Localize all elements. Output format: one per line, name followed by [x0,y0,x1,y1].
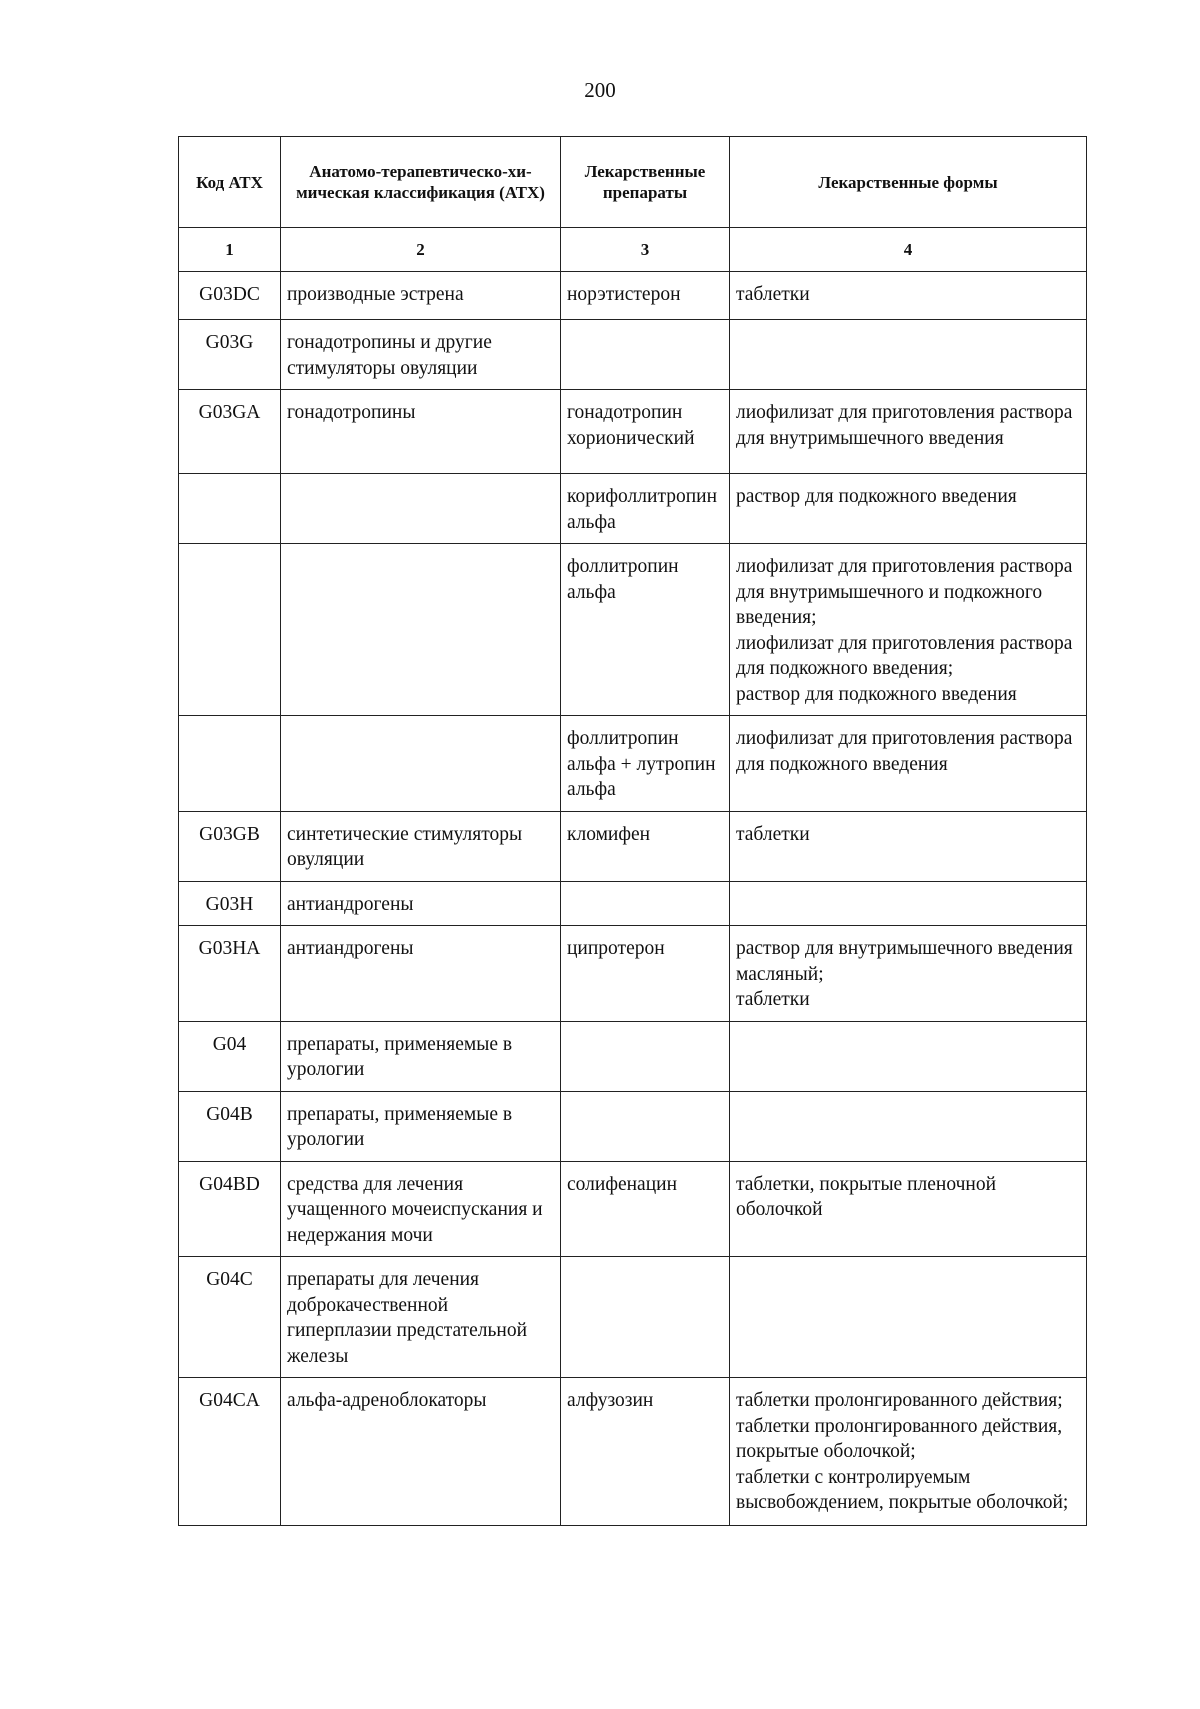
table-row [179,1257,1087,1378]
atx-code-cell: G03H [179,881,281,926]
dosage-forms-cell [730,1257,1087,1378]
atx-class-cell: синтетические стимуляторы овуляции [281,811,561,881]
table-header-row [179,137,1087,228]
dosage-forms-cell [730,320,1087,390]
drug-cell: алфузозин [561,1378,730,1526]
table-row [179,390,1087,474]
table-row [179,544,1087,716]
dosage-form-item: раствор для подкожного введения [736,683,1017,705]
drug-cell [561,1021,730,1091]
dosage-form-item: раствор для подкожного введения [736,486,1017,507]
page-number: 200 [584,78,616,102]
table-row [179,881,1087,926]
drug-cell: фоллитропин альфа [561,544,730,716]
drug-cell: фоллитропин альфа + лутропин альфа [561,716,730,812]
table-row [179,320,1087,390]
atx-code-cell: G04CA [179,1378,281,1526]
table-row [179,474,1087,544]
atx-class-cell: препараты, применяемые в урологии [281,1021,561,1091]
dosage-form-item: раствор для внутримышечного введения масляный; [736,938,1073,985]
atx-code-cell: G03HA [179,926,281,1022]
dosage-forms-cell [730,811,1087,881]
dosage-form-item: лиофилизат для приготовления раствора для внутримышечного введения [736,402,1073,449]
atx-code-cell: G04 [179,1021,281,1091]
atx-code-cell: G04BD [179,1161,281,1257]
table-body [179,272,1087,1526]
atx-class-cell [281,474,561,544]
atx-code-cell: G03GA [179,390,281,474]
dosage-form-item: таблетки с контролируемым высвобождением, покрытые оболочкой; [736,1466,1069,1513]
table-row [179,811,1087,881]
atx-classification-table [178,136,1087,1526]
drug-cell: ципротерон [561,926,730,1022]
drug-cell [561,1091,730,1161]
atx-class-cell: препараты для лечения доброкачественной гиперплазии предстательной железы [281,1257,561,1378]
header-atx-code: Код АТХ [179,137,281,228]
table-row [179,716,1087,812]
atx-class-cell [281,544,561,716]
table-row [179,1161,1087,1257]
atx-class-cell [281,716,561,812]
column-number: 2 [281,228,561,272]
dosage-forms-cell [730,390,1087,474]
dosage-forms-cell [730,1378,1087,1526]
header-atx-classification: Анатомо-терапевтическо-хи-мическая классификация (АТХ) [281,137,561,228]
atx-class-cell: средства для лечения учащенного мочеиспускания и недержания мочи [281,1161,561,1257]
dosage-forms-cell [730,272,1087,320]
dosage-form-item: таблетки, покрытые пленочной оболочкой [736,1173,997,1220]
atx-class-cell: гонадотропины [281,390,561,474]
dosage-form-item: таблетки пролонгированного действия, покрытые оболочкой; [736,1415,1063,1462]
atx-class-cell: производные эстрена [281,272,561,320]
column-number: 3 [561,228,730,272]
dosage-forms-cell [730,716,1087,812]
drug-cell [561,320,730,390]
table-row [179,272,1087,320]
dosage-form-item: таблетки [736,989,810,1010]
drug-cell: норэтистерон [561,272,730,320]
atx-code-cell: G04C [179,1257,281,1378]
drug-cell: гонадотропин хорионический [561,390,730,474]
dosage-form-item: лиофилизат для приготовления раствора для внутримышечного и подкожного введения; [736,556,1073,628]
table-row [179,1091,1087,1161]
atx-class-cell: антиандрогены [281,881,561,926]
column-number: 1 [179,228,281,272]
atx-code-cell [179,716,281,812]
column-number: 4 [730,228,1087,272]
header-dosage-forms: Лекарственные формы [730,137,1087,228]
column-number-row [179,228,1087,272]
table-row [179,1378,1087,1526]
dosage-forms-cell [730,926,1087,1022]
table-row [179,926,1087,1022]
drug-cell: кломифен [561,811,730,881]
atx-code-cell: G03DC [179,272,281,320]
atx-code-cell: G03G [179,320,281,390]
atx-class-cell: препараты, применяемые в урологии [281,1091,561,1161]
dosage-form-item: лиофилизат для приготовления раствора для подкожного введения; [736,632,1073,679]
atx-code-cell: G04B [179,1091,281,1161]
atx-class-cell: антиандрогены [281,926,561,1022]
atx-class-cell: альфа-адреноблокаторы [281,1378,561,1526]
dosage-form-item: таблетки пролонгированного действия; [736,1390,1063,1411]
dosage-form-item: таблетки [736,823,810,845]
atx-class-cell: гонадотропины и другие стимуляторы овуляции [281,320,561,390]
dosage-form-item: лиофилизат для приготовления раствора для подкожного введения [736,728,1073,775]
dosage-forms-cell [730,544,1087,716]
drug-cell: корифоллитропин альфа [561,474,730,544]
atx-code-cell [179,474,281,544]
table-row [179,1021,1087,1091]
dosage-forms-cell [730,881,1087,926]
header-drugs: Лекарственные препараты [561,137,730,228]
dosage-form-item: таблетки [736,284,810,305]
drug-cell: солифенацин [561,1161,730,1257]
drug-cell [561,1257,730,1378]
dosage-forms-cell [730,1161,1087,1257]
dosage-forms-cell [730,1091,1087,1161]
dosage-forms-cell [730,1021,1087,1091]
dosage-forms-cell [730,474,1087,544]
atx-code-cell [179,544,281,716]
drug-cell [561,881,730,926]
atx-code-cell: G03GB [179,811,281,881]
